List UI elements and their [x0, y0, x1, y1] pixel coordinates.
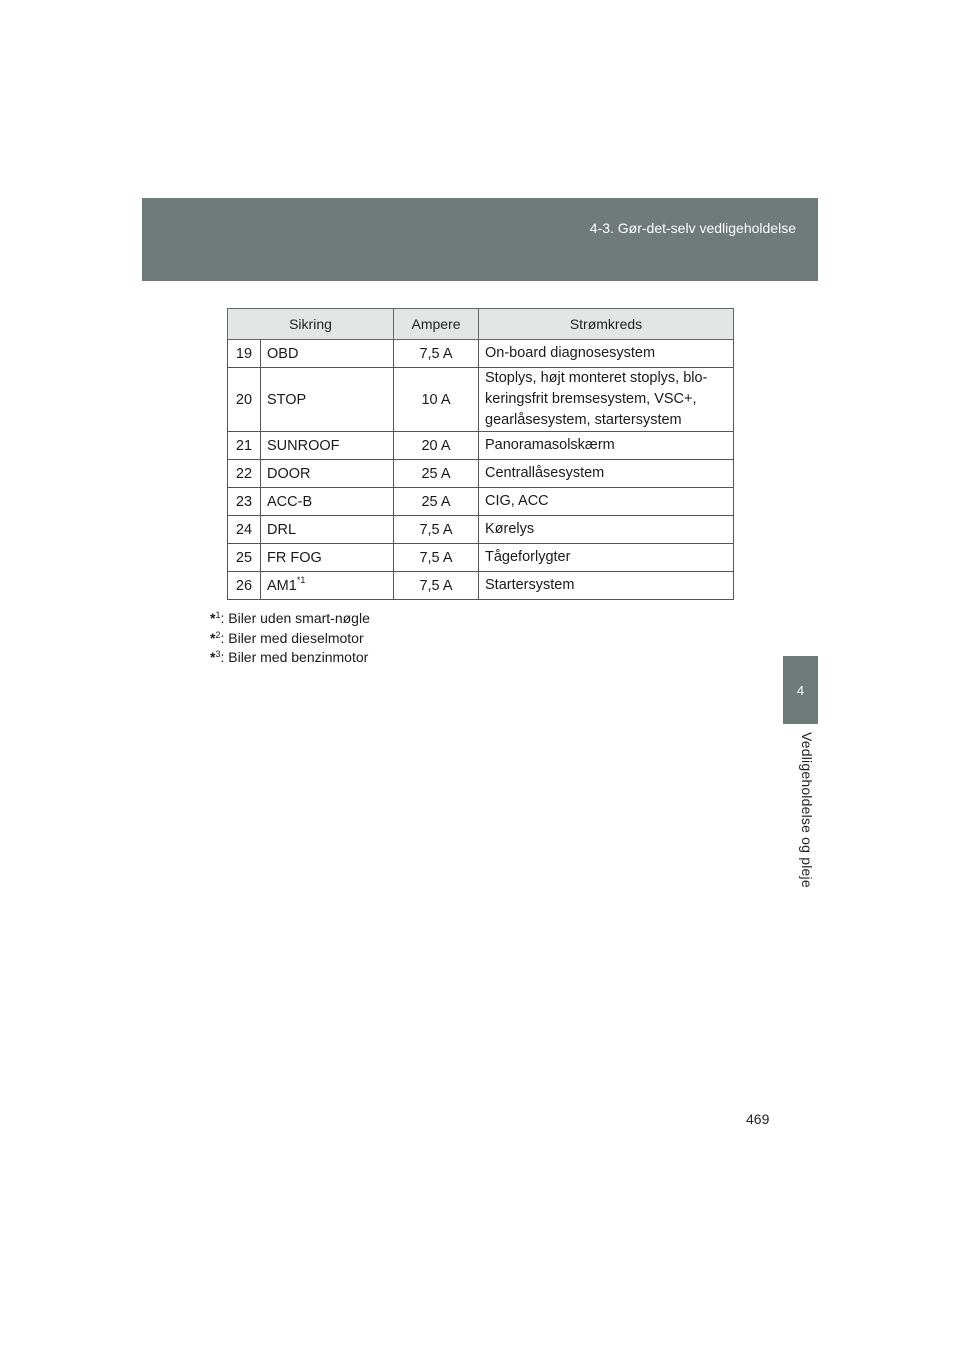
- fuse-ampere: 25 A: [394, 460, 479, 488]
- fuse-name-cell: [261, 516, 394, 544]
- footnote-text: : Biler uden smart-nøgle: [220, 610, 370, 626]
- footnote: [210, 629, 370, 649]
- footnote-reference: *1: [296, 574, 306, 585]
- column-header-fuse: Sikring: [228, 309, 394, 340]
- fuse-ampere: 7,5 A: [394, 544, 479, 572]
- fuse-name-cell: [261, 432, 394, 460]
- table-row: [228, 516, 734, 544]
- fuse-circuit: CIG, ACC: [479, 488, 734, 516]
- fuse-ampere: 10 A: [394, 368, 479, 432]
- fuse-ampere: 25 A: [394, 488, 479, 516]
- chapter-tab: [783, 656, 818, 724]
- footnotes: [210, 609, 370, 668]
- fuse-name: SUNROOF: [267, 437, 340, 454]
- footnote-text: : Biler med benzinmotor: [220, 649, 369, 665]
- fuse-number: 23: [228, 488, 261, 516]
- column-header-ampere: Ampere: [394, 309, 479, 340]
- column-header-circuit: Strømkreds: [479, 309, 734, 340]
- fuse-circuit: Stoplys, højt monteret stoplys, blo- keringsfrit bremsesystem, VSC+, gearlåsesystem, startersystem: [479, 368, 734, 432]
- footnote: [210, 609, 370, 629]
- fuse-circuit: Panoramasolskærm: [479, 432, 734, 460]
- table-row: [228, 572, 734, 600]
- table-header-row: [228, 309, 734, 340]
- fuse-circuit: Centrallåsesystem: [479, 460, 734, 488]
- footnote-mark: *: [210, 629, 216, 646]
- fuse-ampere: 7,5 A: [394, 340, 479, 368]
- fuse-ampere: 7,5 A: [394, 516, 479, 544]
- footnote-number: 2: [215, 629, 221, 640]
- table-row: [228, 544, 734, 572]
- fuse-table-body: [228, 340, 734, 600]
- fuse-circuit: Tågeforlygter: [479, 544, 734, 572]
- fuse-name: ACC-B: [267, 493, 313, 510]
- table-row: [228, 488, 734, 516]
- footnote-text: : Biler med dieselmotor: [220, 629, 364, 646]
- table-row: [228, 460, 734, 488]
- footnote-mark: *: [210, 649, 216, 665]
- fuse-name-cell: [261, 368, 394, 432]
- fuse-number: 22: [228, 460, 261, 488]
- fuse-number: 21: [228, 432, 261, 460]
- fuse-number: 25: [228, 544, 261, 572]
- footnote-number: 3: [215, 649, 221, 659]
- fuse-name-cell: [261, 488, 394, 516]
- chapter-number: 4: [796, 683, 805, 698]
- fuse-name: DOOR: [267, 465, 311, 482]
- fuse-number: 24: [228, 516, 261, 544]
- fuse-table: [227, 308, 734, 600]
- fuse-name: OBD: [267, 345, 299, 362]
- fuse-number: 19: [228, 340, 261, 368]
- fuse-name-cell: [261, 572, 394, 600]
- fuse-number: 20: [228, 368, 261, 432]
- table-row: [228, 340, 734, 368]
- fuse-circuit: Kørelys: [479, 516, 734, 544]
- chapter-label: Vedligeholdelse og pleje: [799, 732, 815, 888]
- table-row: [228, 368, 734, 432]
- footnote: [210, 648, 370, 668]
- fuse-name-cell: [261, 544, 394, 572]
- section-title: 4-3. Gør-det-selv vedligeholdelse: [589, 220, 796, 236]
- fuse-ampere: 20 A: [394, 432, 479, 460]
- fuse-name: STOP: [267, 391, 307, 408]
- fuse-name-cell: [261, 460, 394, 488]
- fuse-name-cell: [261, 340, 394, 368]
- footnote-number: 1: [215, 610, 221, 620]
- footnote-mark: *: [210, 610, 216, 626]
- fuse-circuit: On-board diagnosesystem: [479, 340, 734, 368]
- fuse-name: AM1: [267, 577, 297, 594]
- fuse-ampere: 7,5 A: [394, 572, 479, 600]
- fuse-number: 26: [228, 572, 261, 600]
- header-band: [142, 198, 818, 281]
- table-row: [228, 432, 734, 460]
- fuse-circuit: Startersystem: [479, 572, 734, 600]
- page-number: 469: [746, 1111, 770, 1127]
- fuse-name: DRL: [267, 521, 297, 538]
- fuse-name: FR FOG: [267, 549, 322, 566]
